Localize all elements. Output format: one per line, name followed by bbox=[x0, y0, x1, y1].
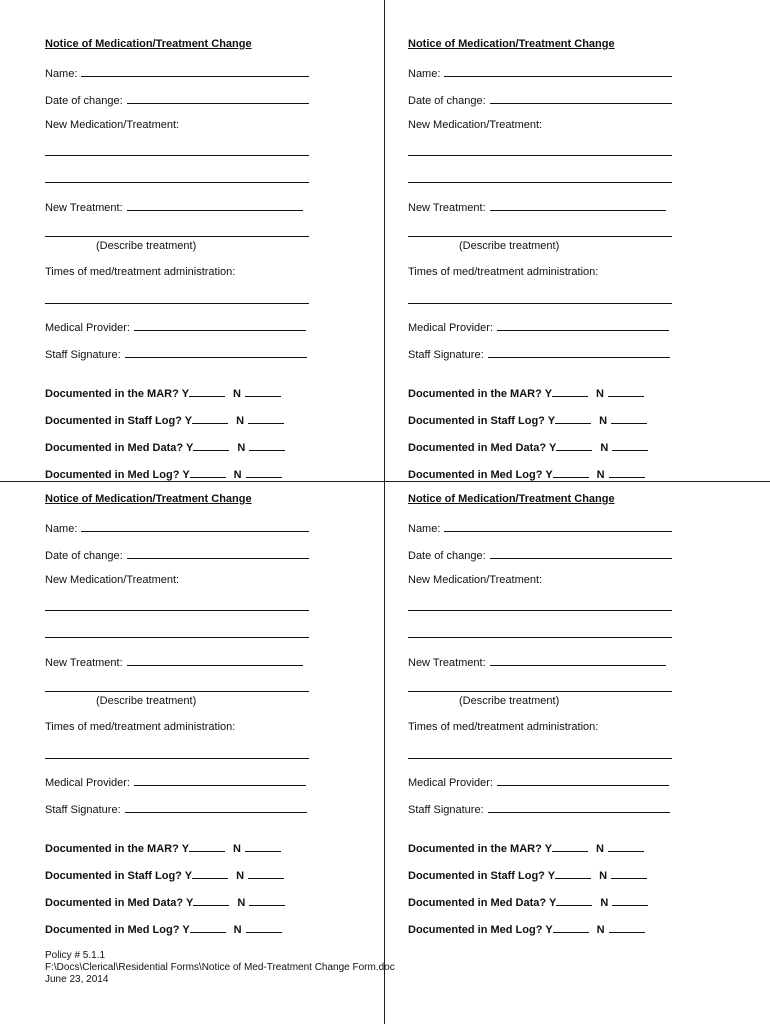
provider-label: Medical Provider: bbox=[408, 777, 493, 789]
check-row bbox=[45, 466, 282, 481]
check-row bbox=[45, 894, 285, 909]
no-label: N bbox=[237, 442, 246, 454]
no-label: N bbox=[596, 469, 605, 481]
yes-label: Y bbox=[548, 442, 557, 454]
form-title: Notice of Medication/Treatment Change bbox=[408, 38, 615, 50]
provider-field[interactable] bbox=[134, 774, 306, 786]
date-row bbox=[408, 547, 672, 562]
yes-label: Y bbox=[547, 415, 556, 427]
check-row bbox=[408, 840, 644, 855]
new-med-line-2[interactable] bbox=[45, 637, 309, 638]
check-row bbox=[45, 840, 281, 855]
form-panel-top-left bbox=[45, 38, 335, 493]
yes-label: Y bbox=[545, 469, 553, 481]
times-line[interactable] bbox=[408, 303, 672, 304]
no-label: N bbox=[596, 924, 605, 936]
no-blank[interactable] bbox=[246, 466, 282, 478]
no-label: N bbox=[233, 469, 242, 481]
no-blank[interactable] bbox=[245, 385, 281, 397]
signature-field[interactable] bbox=[488, 346, 670, 358]
name-label: Name: bbox=[45, 68, 78, 80]
yes-label: Y bbox=[184, 415, 193, 427]
new-treatment-label: New Treatment: bbox=[45, 202, 123, 214]
date-label: Date of change: bbox=[45, 550, 123, 562]
no-label: N bbox=[599, 870, 608, 882]
yes-label: Y bbox=[182, 469, 190, 481]
check-row bbox=[408, 412, 647, 427]
form-panel-bottom-right bbox=[408, 493, 698, 948]
signature-label: Staff Signature: bbox=[408, 349, 484, 361]
check-row bbox=[408, 466, 645, 481]
form-title: Notice of Medication/Treatment Change bbox=[45, 38, 252, 50]
date-row bbox=[45, 547, 309, 562]
signature-row bbox=[45, 801, 307, 816]
yes-blank[interactable] bbox=[193, 439, 229, 451]
yes-blank[interactable] bbox=[192, 867, 228, 879]
signature-row bbox=[408, 801, 670, 816]
yes-blank[interactable] bbox=[556, 894, 592, 906]
new-treatment-row bbox=[408, 199, 666, 214]
name-row bbox=[408, 65, 672, 80]
new-treatment-field[interactable] bbox=[127, 199, 303, 211]
no-blank[interactable] bbox=[246, 921, 282, 933]
file-path: F:\Docs\Clerical\Residential Forms\Notice of Med-Treatment Change Form.doc bbox=[45, 962, 395, 973]
new-med-label: New Medication/Treatment: bbox=[408, 119, 543, 131]
yes-label: Y bbox=[185, 897, 194, 909]
no-blank[interactable] bbox=[608, 840, 644, 852]
no-label: N bbox=[596, 843, 604, 855]
signature-row bbox=[45, 346, 307, 361]
new-med-label: New Medication/Treatment: bbox=[45, 119, 180, 131]
new-treatment-label: New Treatment: bbox=[408, 657, 486, 669]
vertical-cut-line bbox=[384, 0, 385, 1024]
date-label: Date of change: bbox=[408, 95, 486, 107]
check-label: Documented in the MAR? bbox=[45, 843, 179, 855]
no-blank[interactable] bbox=[612, 894, 648, 906]
name-row bbox=[408, 520, 672, 535]
no-label: N bbox=[237, 897, 246, 909]
check-label: Documented in Med Data? bbox=[408, 442, 547, 454]
date-label: Date of change: bbox=[408, 550, 486, 562]
provider-row bbox=[45, 774, 306, 789]
check-label: Documented in Med Log? bbox=[45, 924, 180, 936]
times-label: Times of med/treatment administration: bbox=[45, 721, 236, 733]
check-row bbox=[408, 921, 645, 936]
form-panel-bottom-left bbox=[45, 493, 335, 948]
signature-field[interactable] bbox=[488, 801, 670, 813]
yes-label: Y bbox=[544, 388, 553, 400]
treatment-line[interactable] bbox=[45, 236, 309, 237]
name-field[interactable] bbox=[81, 520, 309, 532]
new-treatment-label: New Treatment: bbox=[408, 202, 486, 214]
new-med-line-1[interactable] bbox=[45, 155, 309, 156]
no-label: N bbox=[600, 442, 609, 454]
signature-label: Staff Signature: bbox=[408, 804, 484, 816]
check-row bbox=[45, 867, 284, 882]
check-label: Documented in Med Log? bbox=[408, 924, 543, 936]
new-med-line-1[interactable] bbox=[408, 610, 672, 611]
new-treatment-row bbox=[45, 199, 303, 214]
check-label: Documented in Staff Log? bbox=[408, 870, 545, 882]
treatment-line[interactable] bbox=[45, 691, 309, 692]
no-blank[interactable] bbox=[248, 412, 284, 424]
times-line[interactable] bbox=[45, 758, 309, 759]
yes-blank[interactable] bbox=[192, 412, 228, 424]
check-label: Documented in Med Data? bbox=[408, 897, 547, 909]
new-treatment-row bbox=[45, 654, 303, 669]
check-row bbox=[408, 894, 648, 909]
yes-label: Y bbox=[548, 897, 557, 909]
check-label: Documented in the MAR? bbox=[45, 388, 179, 400]
yes-blank[interactable] bbox=[555, 867, 591, 879]
no-blank[interactable] bbox=[245, 840, 281, 852]
check-row bbox=[45, 412, 284, 427]
date-field[interactable] bbox=[490, 92, 672, 104]
new-med-line-2[interactable] bbox=[408, 637, 672, 638]
no-blank[interactable] bbox=[609, 921, 645, 933]
yes-blank[interactable] bbox=[189, 385, 225, 397]
yes-blank[interactable] bbox=[552, 385, 588, 397]
no-blank[interactable] bbox=[249, 439, 285, 451]
check-label: Documented in Med Log? bbox=[408, 469, 543, 481]
provider-row bbox=[408, 319, 669, 334]
provider-field[interactable] bbox=[134, 319, 306, 331]
name-row bbox=[45, 65, 309, 80]
yes-label: Y bbox=[547, 870, 556, 882]
form-title: Notice of Medication/Treatment Change bbox=[408, 493, 615, 505]
form-panel-top-right bbox=[408, 38, 698, 493]
name-label: Name: bbox=[408, 523, 441, 535]
yes-blank[interactable] bbox=[553, 921, 589, 933]
yes-blank[interactable] bbox=[189, 840, 225, 852]
yes-label: Y bbox=[181, 843, 190, 855]
signature-field[interactable] bbox=[125, 346, 307, 358]
yes-label: Y bbox=[185, 442, 194, 454]
footer-date: June 23, 2014 bbox=[45, 974, 109, 985]
check-row bbox=[45, 921, 282, 936]
yes-label: Y bbox=[544, 843, 553, 855]
yes-blank[interactable] bbox=[556, 439, 592, 451]
check-row bbox=[408, 439, 648, 454]
footer bbox=[45, 950, 395, 986]
date-field[interactable] bbox=[490, 547, 672, 559]
no-blank[interactable] bbox=[609, 466, 645, 478]
no-blank[interactable] bbox=[248, 867, 284, 879]
treatment-line[interactable] bbox=[408, 236, 672, 237]
yes-blank[interactable] bbox=[190, 466, 226, 478]
describe-treatment-label: (Describe treatment) bbox=[96, 695, 197, 707]
check-label: Documented in the MAR? bbox=[408, 388, 542, 400]
times-label: Times of med/treatment administration: bbox=[408, 721, 599, 733]
name-label: Name: bbox=[45, 523, 78, 535]
check-row bbox=[408, 385, 644, 400]
times-line[interactable] bbox=[45, 303, 309, 304]
times-label: Times of med/treatment administration: bbox=[408, 266, 599, 278]
date-label: Date of change: bbox=[45, 95, 123, 107]
yes-label: Y bbox=[182, 924, 190, 936]
date-row bbox=[45, 92, 309, 107]
no-label: N bbox=[596, 388, 604, 400]
name-row bbox=[45, 520, 309, 535]
times-line[interactable] bbox=[408, 758, 672, 759]
no-label: N bbox=[233, 843, 241, 855]
check-label: Documented in the MAR? bbox=[408, 843, 542, 855]
yes-blank[interactable] bbox=[193, 894, 229, 906]
new-med-label: New Medication/Treatment: bbox=[408, 574, 543, 586]
provider-row bbox=[408, 774, 669, 789]
provider-row bbox=[45, 319, 306, 334]
no-blank[interactable] bbox=[611, 867, 647, 879]
form-title: Notice of Medication/Treatment Change bbox=[45, 493, 252, 505]
no-blank[interactable] bbox=[611, 412, 647, 424]
name-field[interactable] bbox=[444, 520, 672, 532]
new-treatment-label: New Treatment: bbox=[45, 657, 123, 669]
check-label: Documented in Med Log? bbox=[45, 469, 180, 481]
provider-label: Medical Provider: bbox=[408, 322, 493, 334]
new-med-label: New Medication/Treatment: bbox=[45, 574, 180, 586]
no-blank[interactable] bbox=[608, 385, 644, 397]
provider-label: Medical Provider: bbox=[45, 322, 130, 334]
no-label: N bbox=[599, 415, 608, 427]
no-label: N bbox=[600, 897, 609, 909]
times-label: Times of med/treatment administration: bbox=[45, 266, 236, 278]
new-med-line-2[interactable] bbox=[408, 182, 672, 183]
yes-blank[interactable] bbox=[555, 412, 591, 424]
check-row bbox=[45, 385, 281, 400]
no-label: N bbox=[236, 870, 245, 882]
signature-field[interactable] bbox=[125, 801, 307, 813]
new-treatment-field[interactable] bbox=[127, 654, 303, 666]
no-label: N bbox=[236, 415, 245, 427]
policy-number: Policy # 5.1.1 bbox=[45, 950, 106, 961]
new-treatment-field[interactable] bbox=[490, 199, 666, 211]
describe-treatment-label: (Describe treatment) bbox=[459, 695, 560, 707]
no-label: N bbox=[233, 924, 242, 936]
no-blank[interactable] bbox=[249, 894, 285, 906]
yes-label: Y bbox=[184, 870, 193, 882]
signature-label: Staff Signature: bbox=[45, 804, 121, 816]
new-med-line-2[interactable] bbox=[45, 182, 309, 183]
check-label: Documented in Staff Log? bbox=[45, 415, 182, 427]
provider-field[interactable] bbox=[497, 774, 669, 786]
describe-treatment-label: (Describe treatment) bbox=[96, 240, 197, 252]
yes-label: Y bbox=[181, 388, 190, 400]
check-row bbox=[408, 867, 647, 882]
no-blank[interactable] bbox=[612, 439, 648, 451]
describe-treatment-label: (Describe treatment) bbox=[459, 240, 560, 252]
check-label: Documented in Med Data? bbox=[45, 897, 184, 909]
new-treatment-field[interactable] bbox=[490, 654, 666, 666]
new-treatment-row bbox=[408, 654, 666, 669]
date-field[interactable] bbox=[127, 92, 309, 104]
no-label: N bbox=[233, 388, 241, 400]
check-label: Documented in Med Data? bbox=[45, 442, 184, 454]
name-field[interactable] bbox=[444, 65, 672, 77]
signature-label: Staff Signature: bbox=[45, 349, 121, 361]
provider-field[interactable] bbox=[497, 319, 669, 331]
check-label: Documented in Staff Log? bbox=[45, 870, 182, 882]
new-med-line-1[interactable] bbox=[45, 610, 309, 611]
yes-blank[interactable] bbox=[552, 840, 588, 852]
signature-row bbox=[408, 346, 670, 361]
yes-label: Y bbox=[545, 924, 553, 936]
name-field[interactable] bbox=[81, 65, 309, 77]
check-label: Documented in Staff Log? bbox=[408, 415, 545, 427]
provider-label: Medical Provider: bbox=[45, 777, 130, 789]
name-label: Name: bbox=[408, 68, 441, 80]
date-row bbox=[408, 92, 672, 107]
date-field[interactable] bbox=[127, 547, 309, 559]
check-row bbox=[45, 439, 285, 454]
treatment-line[interactable] bbox=[408, 691, 672, 692]
yes-blank[interactable] bbox=[190, 921, 226, 933]
yes-blank[interactable] bbox=[553, 466, 589, 478]
new-med-line-1[interactable] bbox=[408, 155, 672, 156]
